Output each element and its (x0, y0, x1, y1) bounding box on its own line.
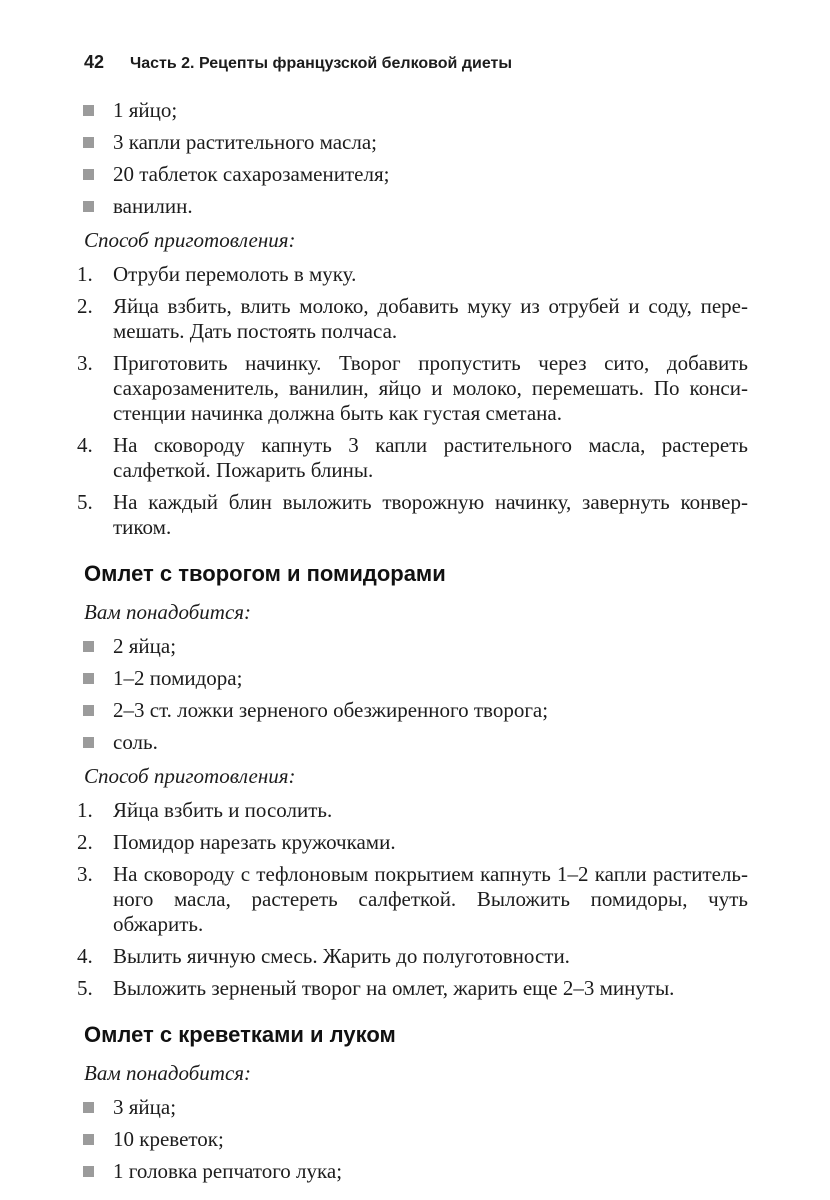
list-item (84, 698, 748, 723)
square-bullet-icon (83, 673, 94, 684)
list-item (84, 98, 748, 123)
list-item (84, 634, 748, 659)
ingredient-text: 1–2 помидора; (113, 666, 243, 690)
step-number: 1. (77, 262, 93, 286)
square-bullet-icon (83, 137, 94, 148)
list-item (84, 1127, 748, 1152)
step-item (77, 830, 748, 855)
method-label: Способ приготовления: (84, 228, 296, 252)
step-number: 1. (77, 798, 93, 822)
step-item (77, 262, 748, 287)
list-item (84, 194, 748, 219)
step-text: На сковороду с тефлоновым покрытием капнуть 1–2 капли растительного масла, растереть салфеткой. Выложить помидоры, чуть обжарить. (113, 862, 748, 936)
recipe-title: Омлет с творогом и помидорами (84, 561, 446, 586)
step-number: 4. (77, 433, 93, 457)
step-text: Яйца взбить, влить молоко, добавить муку из отрубей и соду, перемешать. Дать постоять полчаса. (113, 294, 748, 343)
step-number: 5. (77, 976, 93, 1000)
ingredient-list (84, 1095, 748, 1184)
ingredient-text: 1 головка репчатого лука; (113, 1159, 343, 1183)
ingredient-text: 3 яйца; (113, 1095, 177, 1119)
list-item (84, 1159, 748, 1184)
ingredient-text: 2 яйца; (113, 634, 177, 658)
square-bullet-icon (83, 641, 94, 652)
ingredient-text: 20 таблеток сахарозаменителя; (113, 162, 390, 186)
step-number: 4. (77, 944, 93, 968)
list-item (84, 1095, 748, 1120)
square-bullet-icon (83, 169, 94, 180)
square-bullet-icon (83, 1102, 94, 1113)
method-label: Способ приготовления: (84, 764, 296, 788)
method-steps (77, 798, 748, 1001)
list-item (84, 130, 748, 155)
ingredient-list (84, 634, 748, 755)
step-item (77, 490, 748, 540)
ingredient-text: ванилин. (113, 194, 193, 218)
ingredient-text: соль. (113, 730, 158, 754)
step-item (77, 976, 748, 1001)
step-item (77, 294, 748, 344)
ingredient-text: 2–3 ст. ложки зерненого обезжиренного творога; (113, 698, 549, 722)
list-item (84, 730, 748, 755)
step-item (77, 798, 748, 823)
step-number: 3. (77, 862, 93, 886)
page-header (84, 52, 748, 74)
step-text: На каждый блин выложить творожную начинку, завернуть конвертиком. (113, 490, 748, 539)
square-bullet-icon (83, 705, 94, 716)
list-item (84, 666, 748, 691)
step-text: Отруби перемолоть в муку. (113, 262, 357, 286)
ingredient-text: 3 капли растительного масла; (113, 130, 377, 154)
step-text: Выложить зерненый творог на омлет, жарить еще 2–3 минуты. (113, 976, 675, 1000)
needs-label: Вам понадобится: (84, 600, 252, 624)
step-item (77, 351, 748, 426)
step-text: Помидор нарезать кружочками. (113, 830, 396, 854)
step-text: Приготовить начинку. Творог пропустить через сито, добавить сахарозаменитель, ванилин, яйцо и молоко, перемешать. По консистенции начинка должна быть как густая сметана. (113, 351, 748, 425)
step-text: Вылить яичную смесь. Жарить до полуготовности. (113, 944, 570, 968)
square-bullet-icon (83, 1166, 94, 1177)
page-number: 42 (84, 52, 105, 72)
square-bullet-icon (83, 1134, 94, 1145)
step-text: Яйца взбить и посолить. (113, 798, 333, 822)
square-bullet-icon (83, 737, 94, 748)
step-number: 5. (77, 490, 93, 514)
chapter-title: Часть 2. Рецепты французской белковой диеты (130, 55, 512, 72)
square-bullet-icon (83, 201, 94, 212)
ingredient-list (84, 98, 748, 219)
method-steps (77, 262, 748, 540)
step-number: 3. (77, 351, 93, 375)
step-number: 2. (77, 830, 93, 854)
list-item (84, 162, 748, 187)
step-item (77, 944, 748, 969)
ingredient-text: 1 яйцо; (113, 98, 178, 122)
step-text: На сковороду капнуть 3 капли растительного масла, растереть салфеткой. Пожарить блины. (113, 433, 748, 482)
square-bullet-icon (83, 105, 94, 116)
needs-label: Вам понадобится: (84, 1061, 252, 1085)
recipe-title: Омлет с креветками и луком (84, 1022, 396, 1047)
step-item (77, 862, 748, 937)
step-number: 2. (77, 294, 93, 318)
step-item (77, 433, 748, 483)
ingredient-text: 10 креветок; (113, 1127, 224, 1151)
